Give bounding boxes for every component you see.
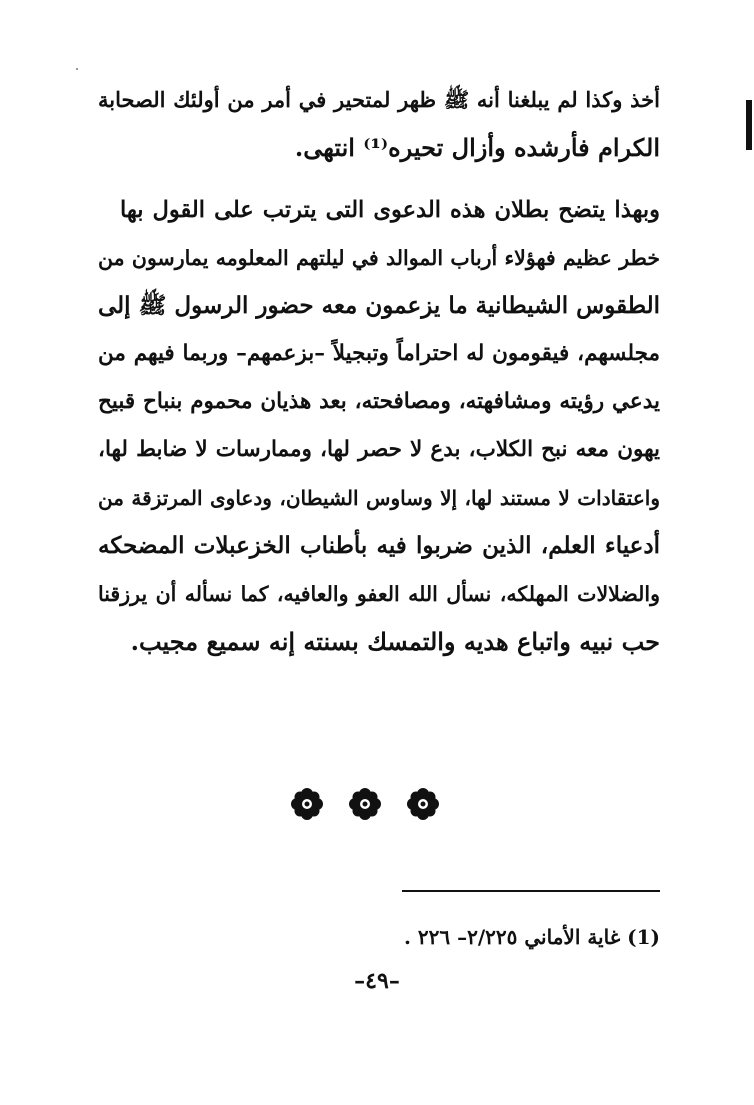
- paragraph1-line-2: الكرام فأرشده وأزال تحيره⁽¹⁾ انتهى.: [294, 133, 660, 162]
- page-number: –٤٩–: [354, 968, 400, 994]
- paragraph2-line-8: أدعياء العلم، الذين ضربوا فيه بأطناب الخزعبلات المضحكه: [98, 532, 660, 559]
- paragraph2-line-3: الطقوس الشيطانية ما يزعمون معه حضور الرسول ﷺ إلى: [98, 292, 660, 319]
- paragraph2-line-10: حب نبيه واتباع هديه والتمسك بسنته إنه سميع مجيب.: [130, 627, 660, 656]
- flower-ornament-icon: [406, 787, 440, 821]
- paragraph2-line-6: يهون معه نبح الكلاب، بدع لا حصر لها، وممارسات لا ضابط لها،: [98, 437, 660, 462]
- footnote-separator: [402, 890, 660, 892]
- flower-ornament-icon: [290, 787, 324, 821]
- paragraph2-line-7: واعتقادات لا مستند لها، إلا وساوس الشيطان، ودعاوى المرتزقة من: [98, 486, 660, 510]
- section-divider-ornaments: [290, 786, 440, 822]
- paragraph2-line-4: مجلسهم، فيقومون له احتراماً وتبجيلاً –بزعمهم– وربما فيهم من: [98, 341, 660, 366]
- footnote: (1) غاية الأماني ٢/٢٢٥– ٢٢٦ .: [403, 925, 660, 949]
- paragraph2-line-1: وبهذا يتضح بطلان هذه الدعوى التى يترتب على القول بها: [120, 197, 660, 223]
- flower-ornament-icon: [348, 787, 382, 821]
- paragraph2-line-2: خطر عظيم فهؤلاء أرباب الموالد في ليلتهم المعلومه يمارسون من: [98, 246, 660, 270]
- scan-speck: [76, 68, 78, 70]
- paragraph2-line-5: يدعي رؤيته ومشافهته، ومصافحته، بعد هذيان محموم بنباح قبيح: [98, 389, 660, 414]
- paragraph1-line-1: أخذ وكذا لم يبلغنا أنه ﷺ ظهر لمتحير في أمر من أولئك الصحابة: [98, 87, 660, 112]
- paragraph2-line-9: والضلالات المهلكه، نسأل الله العفو والعافيه، كما نسأله أن يرزقنا: [98, 582, 660, 606]
- page-edge-mark: [746, 100, 752, 150]
